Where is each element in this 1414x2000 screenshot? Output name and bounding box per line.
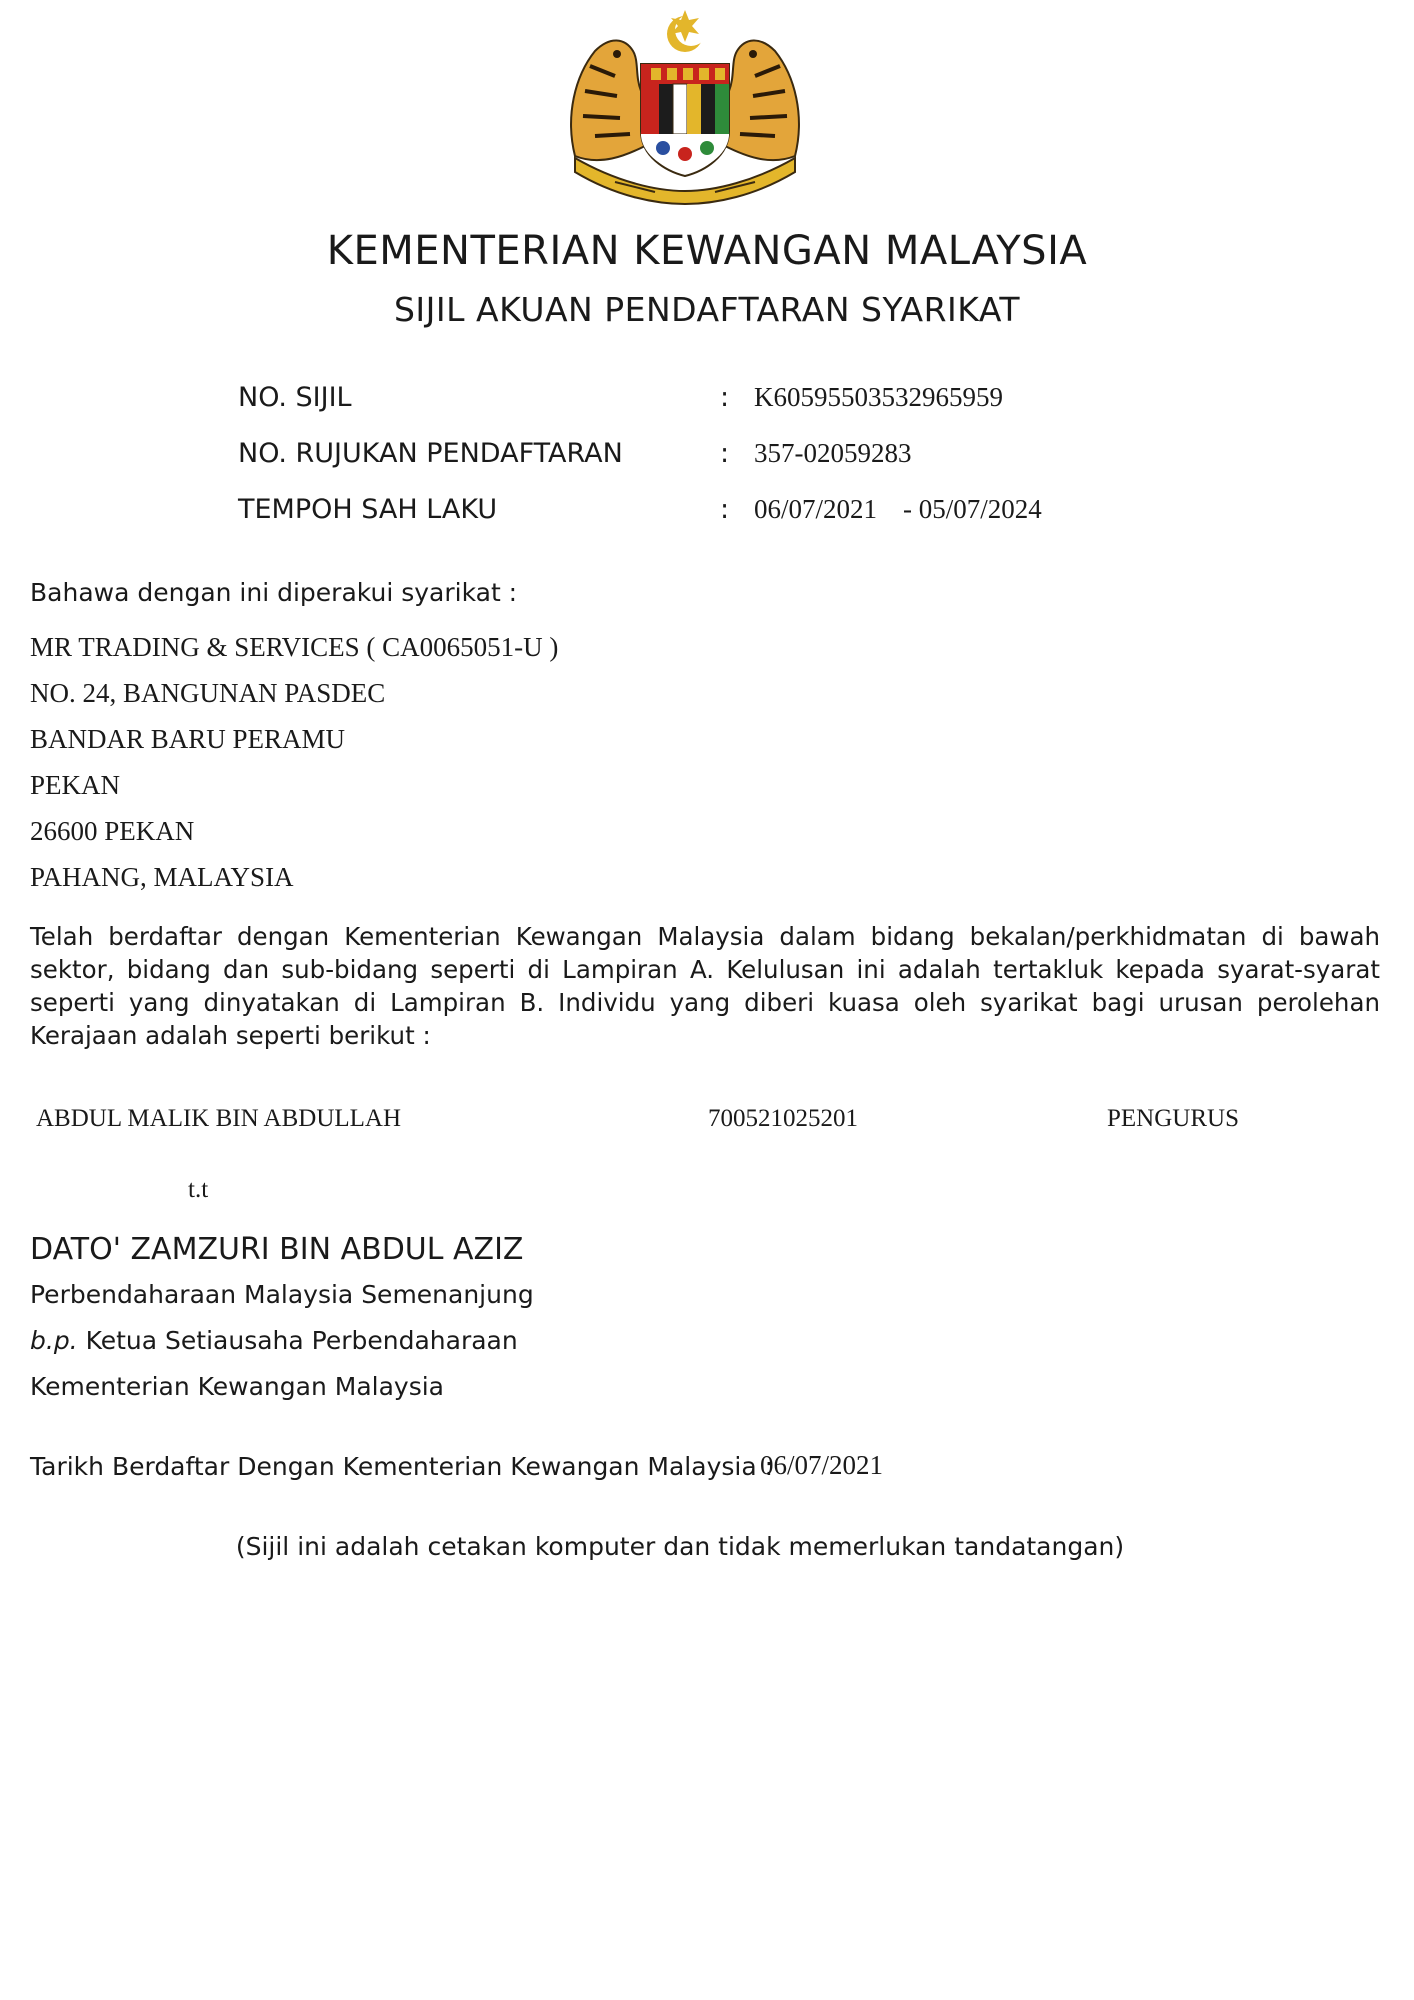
signatory-name: DATO' ZAMZURI BIN ABDUL AZIZ [30,1232,524,1267]
authorized-person-name: ABDUL MALIK BIN ABDULLAH [36,1105,402,1132]
address-line: BANDAR BARU PERAMU [30,724,346,754]
bp-prefix: b.p. [30,1326,78,1355]
signatory-line-text: Ketua Setiausaha Perbendaharaan [85,1326,518,1355]
signatory-line: Perbendaharaan Malaysia Semenanjung [30,1280,534,1309]
colon: : [720,494,730,525]
tempoh-start: 06/07/2021 [754,494,878,524]
company-name: MR TRADING & SERVICES ( CA0065051-U ) [30,632,559,662]
no-rujukan-value: 357-02059283 [754,438,912,468]
authorized-person-ic: 700521025201 [708,1105,858,1132]
page-title: KEMENTERIAN KEWANGAN MALAYSIA [326,228,1088,274]
coat-of-arms-icon [555,6,815,206]
tempoh-end: - 05/07/2024 [903,494,1042,524]
intro-text: Bahawa dengan ini diperakui syarikat : [30,578,518,607]
signature-tt: t.t [188,1176,209,1203]
signatory-line: Kementerian Kewangan Malaysia [30,1372,444,1401]
colon: : [720,382,730,413]
signatory-line [30,1326,518,1355]
info-row-no-sijil [238,382,1138,422]
body-paragraph: Telah berdaftar dengan Kementerian Kewangan Malaysia dalam bidang bekalan/perkhidmatan di bawah sektor, bidang dan sub-bidang seperti di Lampiran A. Kelulusan ini adalah tertakluk kepada syarat-syarat seperti yang dinyatakan di Lampiran B. Individu yang diberi kuasa oleh syarikat bagi urusan perolehan Kerajaan adalah seperti berikut : [30,922,1380,1050]
no-sijil-label: NO. SIJIL [238,382,352,413]
page-subtitle: SIJIL AKUAN PENDAFTARAN SYARIKAT [393,290,1021,329]
authorized-person-role: PENGURUS [1107,1105,1239,1132]
address-line: NO. 24, BANGUNAN PASDEC [30,678,386,708]
tempoh-label: TEMPOH SAH LAKU [238,494,498,525]
address-line: PEKAN [30,770,121,800]
info-row-no-rujukan [238,438,1138,478]
footnote: (Sijil ini adalah cetakan komputer dan tidak memerlukan tandatangan) [235,1532,1125,1561]
registration-label: Tarikh Berdaftar Dengan Kementerian Kewangan Malaysia : [30,1452,774,1481]
no-sijil-value: K60595503532965959 [754,382,1003,412]
no-rujukan-label: NO. RUJUKAN PENDAFTARAN [238,438,623,469]
address-line: PAHANG, MALAYSIA [30,862,294,892]
colon: : [720,438,730,469]
info-row-tempoh [238,494,1138,534]
registration-date: 06/07/2021 [760,1450,884,1480]
address-line: 26600 PEKAN [30,816,195,846]
